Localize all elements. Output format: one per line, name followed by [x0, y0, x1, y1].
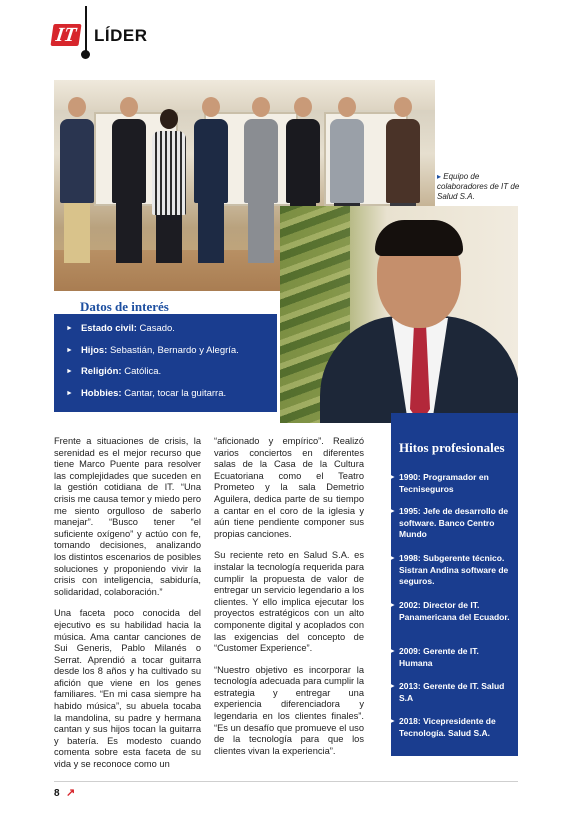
triangle-right-icon: ►: [66, 390, 73, 397]
hito-item: ► 2002: Director de IT. Panamericana del Ecuador.: [389, 600, 510, 622]
hitos-title: Hitos profesionales: [399, 440, 505, 455]
datos-item: ► Hijos: Sebastián, Bernardo y Alegría.: [66, 345, 239, 356]
datos-item: ► Hobbies: Cantar, tocar la guitarra.: [66, 388, 227, 399]
hito-item: ► 1998: Subgerente técnico. Sistran Andina software de seguros.: [389, 553, 509, 586]
team-member: [194, 97, 228, 263]
executive-portrait: [280, 206, 518, 423]
datos-item: ► Estado civil: Casado.: [66, 323, 175, 334]
hito-item: ► 1995: Jefe de desarrollo de software. Banco Centro Mundo: [389, 506, 509, 539]
hito-item: ► 2013: Gerente de IT. Salud S.A: [389, 681, 505, 703]
header-dot: [81, 50, 90, 59]
article-paragraph: Una faceta poco conocida del ejecutivo es su habilidad hacia la música. Ama cantar canciones de Sui Generis, Pablo Milanés o Serrat. Aprendió a tocar guitarra desde los 8 años y ha cultivado su afición que viene en los genes familiares. “En mi casa siempre ha habido música”, su abuela tocaba la mandolina, su padre y hermana cantan y sus hijos tocan la guitarra y batería. Es modesto cuando comenta sobre esta faceta de su vida y se reconoce como un: [54, 608, 201, 770]
triangle-right-icon: ►: [389, 683, 396, 690]
triangle-right-icon: ►: [389, 648, 396, 655]
article-paragraph: Frente a situaciones de crisis, la serenidad es el mejor recurso que tiene Marco Puente para resolver las complejidades que suceden en la gestión cotidiana de IT. “Una crisis me causa temor y miedo pero me siento orgulloso de saberlo manejar”. “Busco tener “el suficiente oxígeno” y actúo con fe, tomando decisiones, analizando los distintos escenarios de posibles soluciones y proponiendo vivir la crisis con inteligencia, sabiduría, solidaridad, colaboración.”: [54, 436, 201, 597]
article-column-2: [214, 436, 364, 767]
datos-title: Datos de interés: [80, 299, 169, 314]
datos-item: ► Religión: Católica.: [66, 366, 162, 377]
triangle-right-icon: ►: [66, 325, 73, 332]
team-member: [60, 97, 94, 263]
page-number: 8: [54, 788, 60, 799]
arrow-up-right-icon: ↗: [66, 787, 76, 799]
portrait-hair: [375, 220, 463, 256]
hito-item: ► 1990: Programador en Tecniseguros: [389, 472, 489, 494]
article-column-1: [54, 436, 201, 781]
footer-divider: [54, 781, 518, 782]
triangle-right-icon: ►: [389, 602, 396, 609]
photo-caption-text: Equipo de colaboradores de IT de Salud S.A.: [437, 172, 520, 201]
team-member: [152, 109, 186, 263]
team-member: [112, 97, 146, 263]
article-paragraph: Su reciente reto en Salud S.A. es instalar la tecnología requerida para cumplir la propuesta de valor de entregar un servicio legendario a los clientes. Y ello implica ejecutar los proyectos estratégicos con un alto componente digital y acoplados con las exigencias del concepto de “Customer Experience”.: [214, 550, 364, 654]
article-paragraph: “aficionado y empírico”. Realizó varios conciertos en diferentes salas de la Casa de la Cultura Ecuatoriana como el Teatro Prometeo y la sala Demetrio Aguilera, dedica parte de su tiempo a cantar en el coro de la iglesia y aún tiene pendiente componer sus propias canciones.: [214, 436, 364, 539]
section-title: LÍDER: [94, 26, 148, 45]
team-member: [244, 97, 278, 263]
photo-caption: [437, 172, 529, 202]
hito-item: ► 2018: Vicepresidente de Tecnología. Salud S.A.: [389, 716, 496, 738]
triangle-right-icon: ►: [66, 368, 73, 375]
triangle-right-icon: ►: [389, 474, 396, 481]
hito-item: ► 2009: Gerente de IT. Humana: [389, 646, 479, 668]
triangle-right-icon: ►: [389, 718, 396, 725]
it-logo: IT: [50, 24, 81, 46]
triangle-right-icon: ►: [389, 508, 396, 515]
triangle-right-icon: ►: [389, 555, 396, 562]
article-paragraph: “Nuestro objetivo es incorporar la tecnología adecuada para cumplir la estrategia y entregar una experiencia diferenciadora y legendaria en los clientes finales”. “Es un desafío que promueve el uso de la tecnología para que los clientes vivan la experiencia”.: [214, 664, 364, 756]
triangle-right-icon: ►: [66, 347, 73, 354]
triangle-right-icon: ▸: [437, 172, 444, 181]
